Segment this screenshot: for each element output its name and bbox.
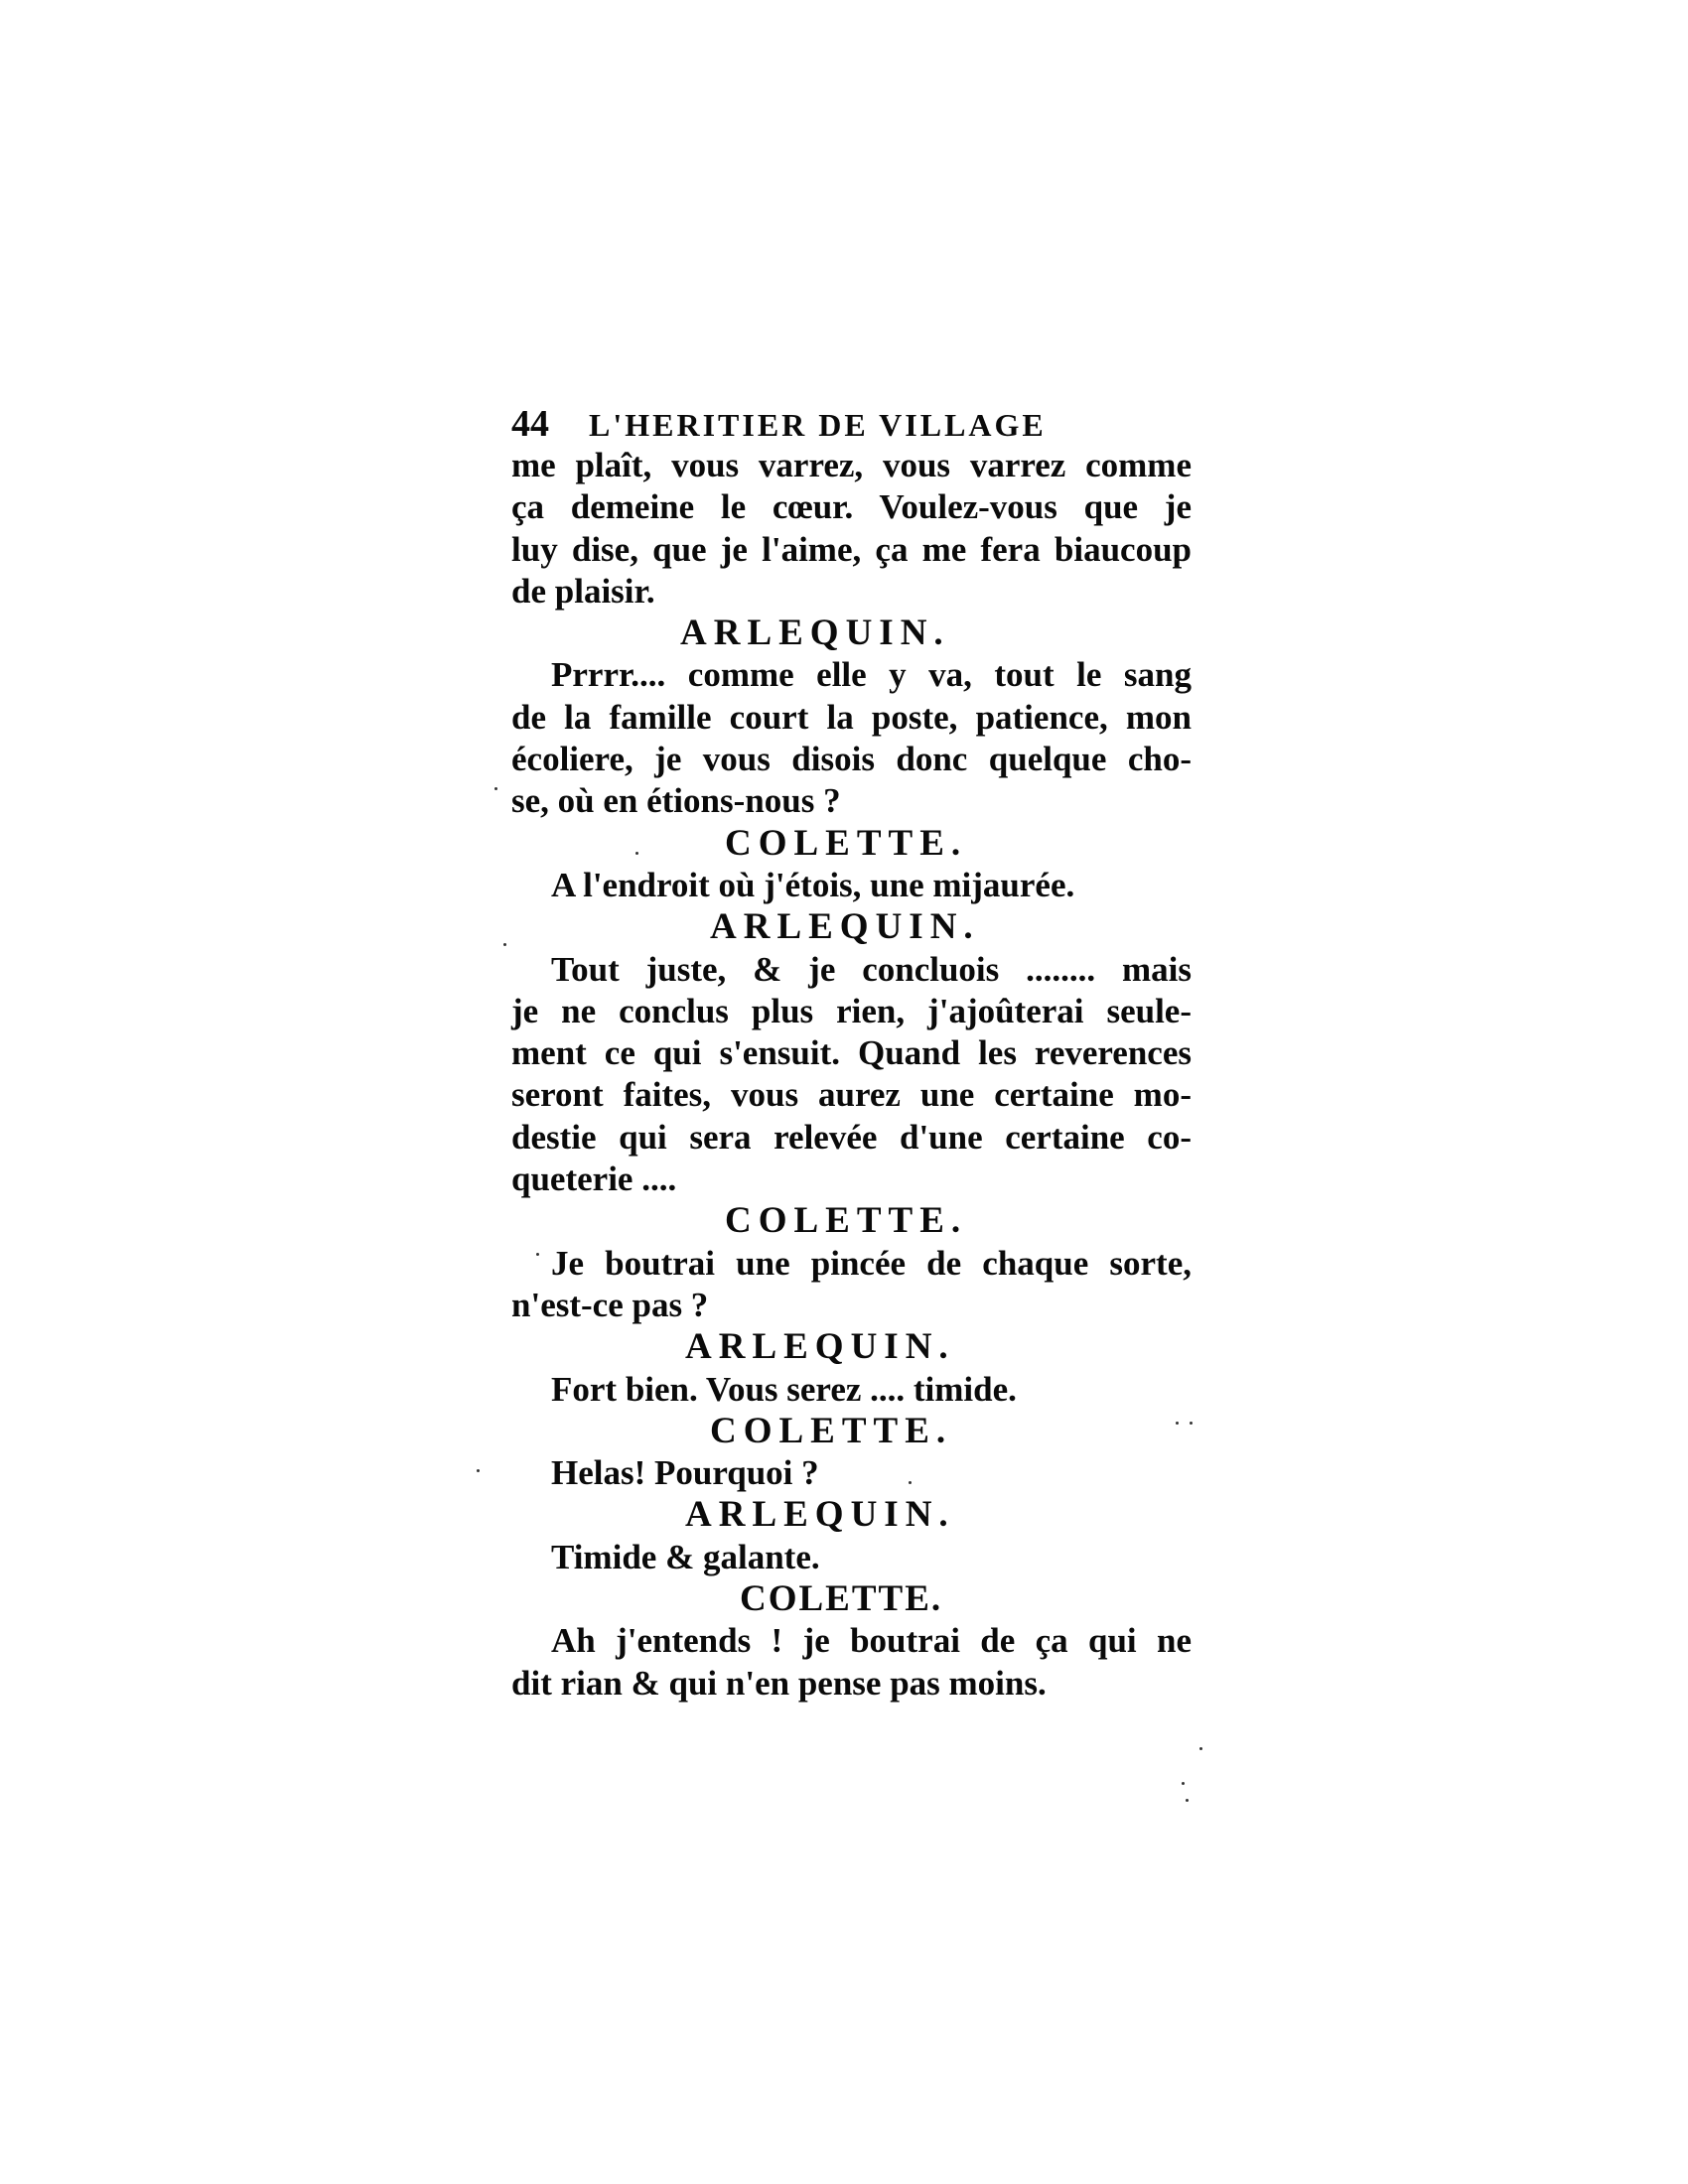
text-line: Fort bien. Vous serez .... timide. (551, 1369, 1017, 1409)
text-line: dit rian & qui n'en pense pas moins. (511, 1663, 1047, 1703)
scan-speck (635, 852, 638, 855)
text-line: destie qui sera relevée d'une certaine co- (511, 1117, 1192, 1157)
text-line: Ah j'entends ! je boutrai de ça qui ne (551, 1621, 1192, 1661)
speaker-name: ARLEQUIN. (710, 906, 980, 948)
text-line: me plaît, vous varrez, vous varrez comme (511, 446, 1192, 484)
speaker-name: ARLEQUIN. (685, 1326, 955, 1368)
text-line: écoliere, je vous disois donc quelque cho- (511, 740, 1192, 779)
scan-speck (536, 1253, 539, 1256)
scan-speck (494, 787, 497, 790)
running-head-title: L'HERITIER DE VILLAGE (589, 407, 1047, 443)
scan-speck (503, 943, 506, 946)
running-head (511, 403, 1192, 445)
speaker-name: COLETTE. (725, 822, 968, 864)
speaker-name: ARLEQUIN. (680, 613, 950, 654)
text-line: Je boutrai une pincée de chaque sorte, (551, 1243, 1192, 1283)
text-line: Timide & galante. (551, 1537, 820, 1576)
speaker-name: COLETTE. (740, 1578, 943, 1620)
text-line: n'est-ce pas ? (511, 1285, 709, 1324)
page-number: 44 (511, 403, 549, 445)
text-line: seront faites, vous aurez une certaine mo- (511, 1075, 1192, 1115)
speaker-name: COLETTE. (725, 1200, 968, 1242)
text-line: ça demeine le cœur. Voulez-vous que je (511, 487, 1192, 527)
page-text (511, 403, 1192, 1705)
text-line: luy dise, que je l'aime, ça me fera biaucoup (511, 529, 1192, 569)
scan-speck (1186, 1799, 1189, 1802)
scan-speck (477, 1469, 480, 1472)
speaker-name: ARLEQUIN. (685, 1494, 955, 1536)
scan-speck (909, 1481, 912, 1484)
scan-speck (1190, 1422, 1193, 1425)
text-line: Helas! Pourquoi ? (551, 1453, 819, 1493)
text-line: Tout juste, & je concluois ........ mais (551, 949, 1192, 989)
text-line: de plaisir. (511, 571, 655, 611)
scan-speck (1199, 1747, 1202, 1750)
scan-speck (1176, 1422, 1179, 1425)
text-line: je ne conclus plus rien, j'ajoûterai seule- (511, 991, 1192, 1030)
text-line: se, où en étions-nous ? (511, 781, 841, 821)
scan-speck (1182, 1782, 1185, 1785)
text-line: ment ce qui s'ensuit. Quand les reverences (511, 1033, 1192, 1073)
text-line: de la famille court la poste, patience, mon (511, 697, 1192, 737)
text-line: Prrrr.... comme elle y va, tout le sang (551, 655, 1192, 695)
speaker-name: COLETTE. (710, 1410, 953, 1451)
text-line: A l'endroit où j'étois, une mijaurée. (551, 865, 1075, 904)
text-line: queterie .... (511, 1160, 677, 1199)
